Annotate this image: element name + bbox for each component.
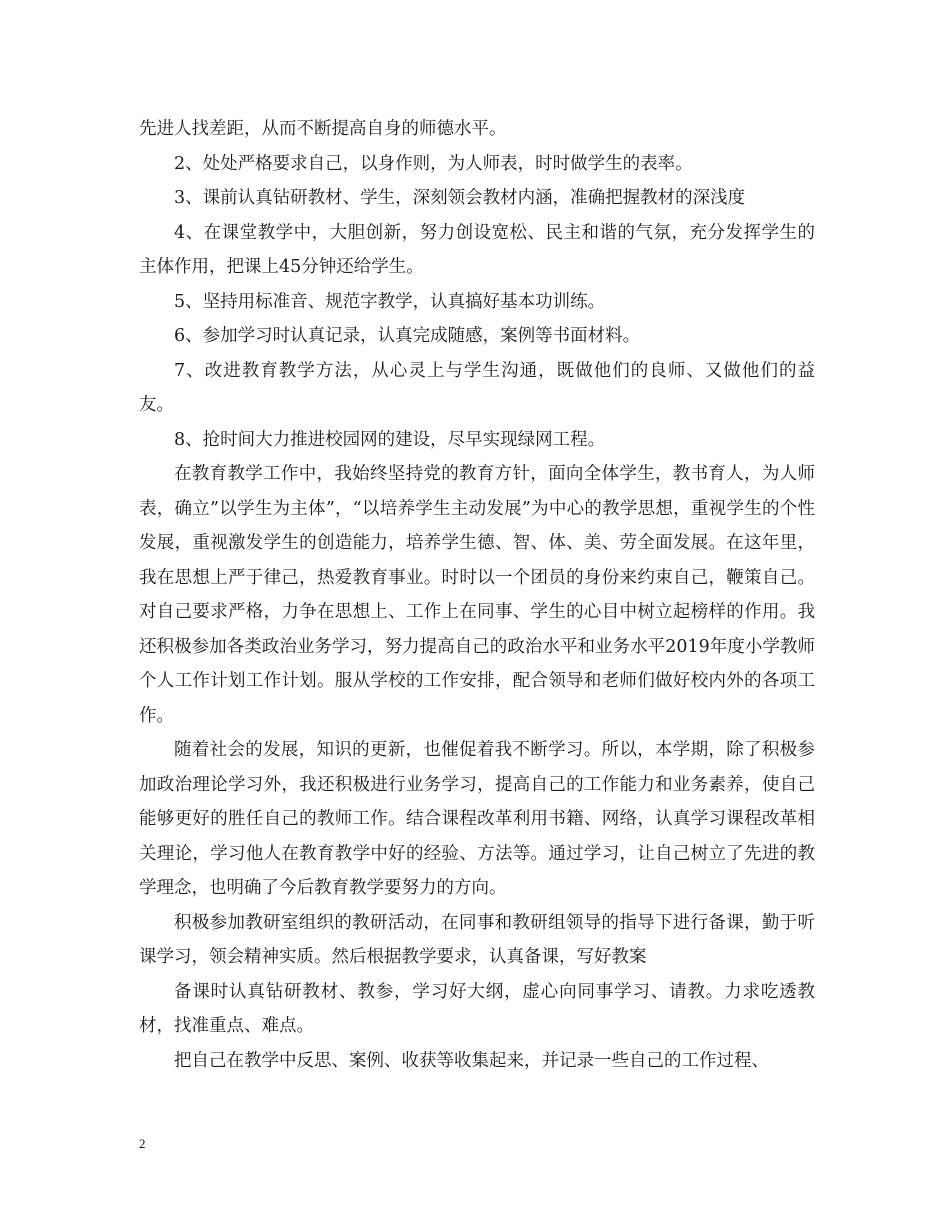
list-item-3: 3、课前认真钻研教材、学生，深刻领会教材内涵，准确把握教材的深浅度 bbox=[174, 188, 746, 208]
paragraph-research: 积极参加教研室组织的教研活动，在同事和教研组领导的指导下进行备课，勤于听课学习，领会精神实质。然后根据教学要求，认真备课，写好教案 bbox=[139, 912, 815, 967]
list-item-2: 2、处处严格要求自己，以身作则，为人师表，时时做学生的表率。 bbox=[174, 153, 693, 174]
list-item-6: 6、参加学习时认真记录，认真完成随感，案例等书面材料。 bbox=[174, 326, 641, 346]
paragraph-lesson-prep: 备课时认真钻研教材、教参，学习好大纲，虚心向同事学习、请教。力求吃透教材，找准重点、难点。 bbox=[139, 981, 815, 1036]
paragraph-learning: 随着社会的发展，知识的更新，也催促着我不断学习。所以，本学期，除了积极参加政治理论学习外，我还积极进行业务学习，提高自己的工作能力和业务素养，使自己能够更好的胜任自己的教师工作。结合课程改革利用书籍、网络，认真学习课程改革相关理论，学习他人在教育教学中好的经验、方法等。通过学习，让自己树立了先进的教学理念，也明确了今后教育教学要努力的方向。 bbox=[139, 740, 815, 898]
paragraph-teaching-work: 在教育教学工作中，我始终坚持党的教育方针，面向全体学生，教书育人，为人师表，确立”以学生为主体”，“以培养学生主动发展”为中心的教学思想，重视学生的个性发展，重视激发学生的创造能力，培养学生德、智、体、美、劳全面发展。在这年里，我在思想上严于律己，热爱教育事业。时时以一个团员的身份来约束自己，鞭策自己。对自己要求严格，力争在思想上、工作上在同事、学生的心目中树立起榜样的作用。我还积极参加各类政治业务学习，努力提高自己的政治水平和业务水平2019年度小学教师个人工作计划工作计划。服从学校的工作安排，配合领导和老师们做好校内外的各项工作。 bbox=[139, 464, 815, 726]
page-number: 2 bbox=[139, 1136, 146, 1151]
paragraph-reflection: 把自己在教学中反思、案例、收获等收集起来，并记录一些自己的工作过程、 bbox=[174, 1050, 769, 1071]
paragraph-continuation: 先进人找差距，从而不断提高自身的师德水平。 bbox=[139, 119, 507, 139]
list-item-5: 5、坚持用标准音、规范字教学，认真搞好基本功训练。 bbox=[174, 291, 606, 312]
list-item-7: 7、改进教育教学方法，从心灵上与学生沟通，既做他们的良师、又做他们的益友。 bbox=[139, 360, 815, 415]
list-item-8: 8、抢时间大力推进校园网的建设，尽早实现绿网工程。 bbox=[174, 429, 606, 450]
list-item-4: 4、在课堂教学中，大胆创新，努力创设宽松、民主和谐的气氛，充分发挥学生的主体作用，把课上45分钟还给学生。 bbox=[139, 222, 815, 277]
body-text bbox=[139, 112, 815, 1078]
